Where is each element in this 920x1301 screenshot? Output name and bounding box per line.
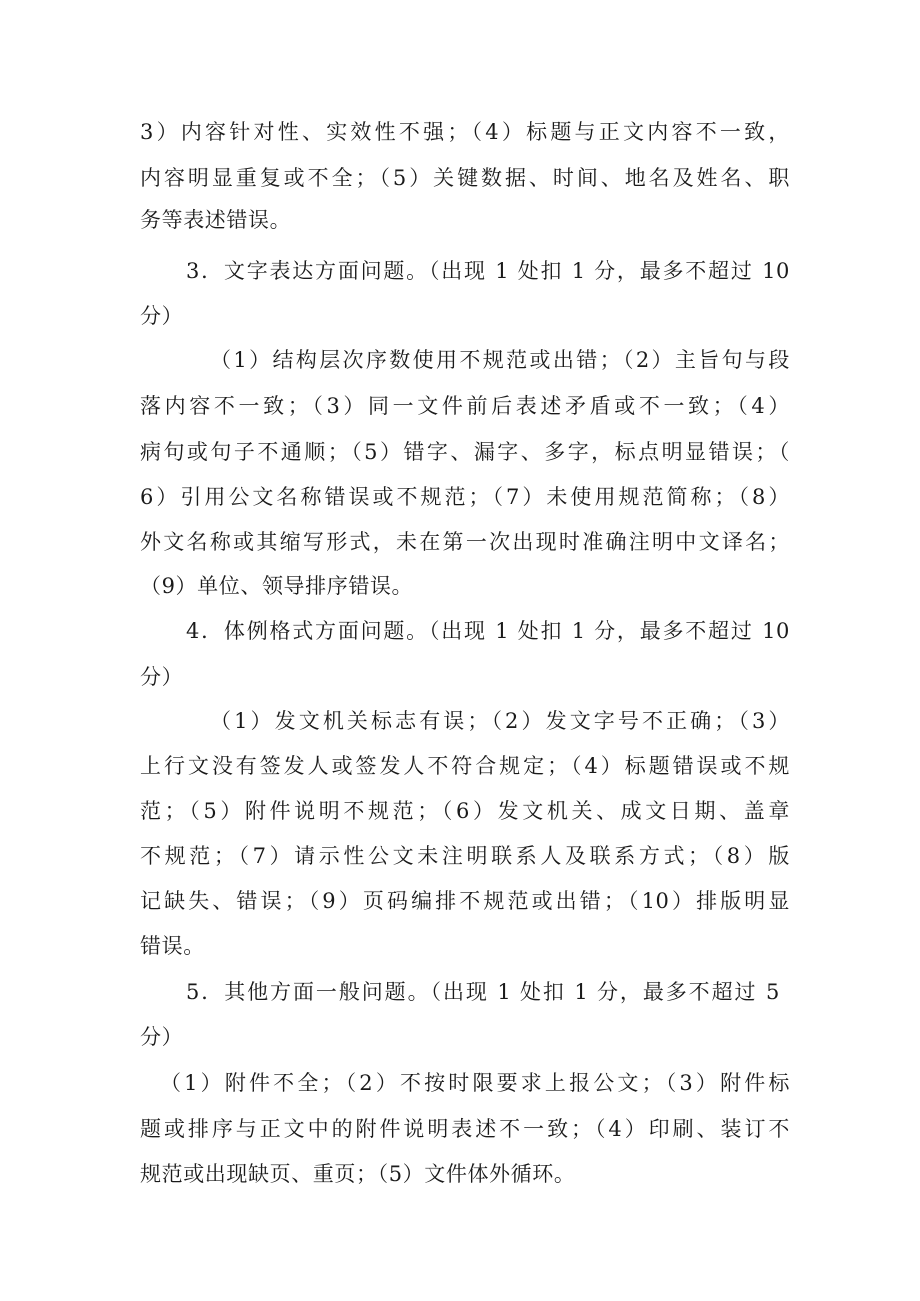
section-5-heading-cont: 分） bbox=[140, 1025, 184, 1049]
text-line-2: 内容明显重复或不全；（5）关键数据、时间、地名及姓名、职 bbox=[140, 166, 790, 190]
text-line-18: 记缺失、错误；（9）页码编排不规范或出错；（10）排版明显 bbox=[140, 889, 790, 913]
section-4-heading-cont: 分） bbox=[140, 665, 184, 689]
text-line-9: 6）引用公文名称错误或不规范；（7）未使用规范简称；（8） bbox=[140, 485, 790, 509]
text-line-3: 务等表述错误。 bbox=[140, 208, 292, 232]
text-line-19: 错误。 bbox=[140, 934, 205, 958]
text-line-10: 外文名称或其缩写形式，未在第一次出现时准确注明中文译名； bbox=[140, 530, 790, 554]
text-line-1: 3）内容针对性、实效性不强；（4）标题与正文内容不一致， bbox=[140, 120, 790, 144]
text-line-16: 范；（5）附件说明不规范；（6）发文机关、成文日期、盖章 bbox=[140, 799, 790, 823]
text-line-17: 不规范；（7）请示性公文未注明联系人及联系方式；（8）版 bbox=[140, 844, 790, 868]
text-line-15: 上行文没有签发人或签发人不符合规定；（4）标题错误或不规 bbox=[140, 754, 790, 778]
section-4-heading: 4．体例格式方面问题。（出现 1 处扣 1 分，最多不超过 10 bbox=[186, 619, 790, 643]
text-line-22: （1）附件不全；（2）不按时限要求上报公文；（3）附件标 bbox=[160, 1071, 790, 1095]
text-line-11: （9）单位、领导排序错误。 bbox=[140, 574, 414, 598]
text-line-8: 病句或句子不通顺；（5）错字、漏字、多字，标点明显错误；（ bbox=[140, 440, 790, 464]
section-3-heading: 3．文字表达方面问题。（出现 1 处扣 1 分，最多不超过 10 bbox=[186, 259, 790, 283]
text-line-14: （1）发文机关标志有误；（2）发文字号不正确；（3） bbox=[210, 709, 790, 733]
section-3-heading-cont: 分） bbox=[140, 304, 184, 328]
section-5-heading: 5．其他方面一般问题。（出现 1 处扣 1 分，最多不超过 5 bbox=[186, 980, 780, 1004]
text-line-24: 规范或出现缺页、重页；（5）文件体外循环。 bbox=[140, 1162, 576, 1186]
text-line-7: 落内容不一致；（3）同一文件前后表述矛盾或不一致；（4） bbox=[140, 394, 790, 418]
text-line-23: 题或排序与正文中的附件说明表述不一致；（4）印刷、装订不 bbox=[140, 1117, 790, 1141]
text-line-6: （1）结构层次序数使用不规范或出错；（2）主旨句与段 bbox=[210, 348, 790, 372]
